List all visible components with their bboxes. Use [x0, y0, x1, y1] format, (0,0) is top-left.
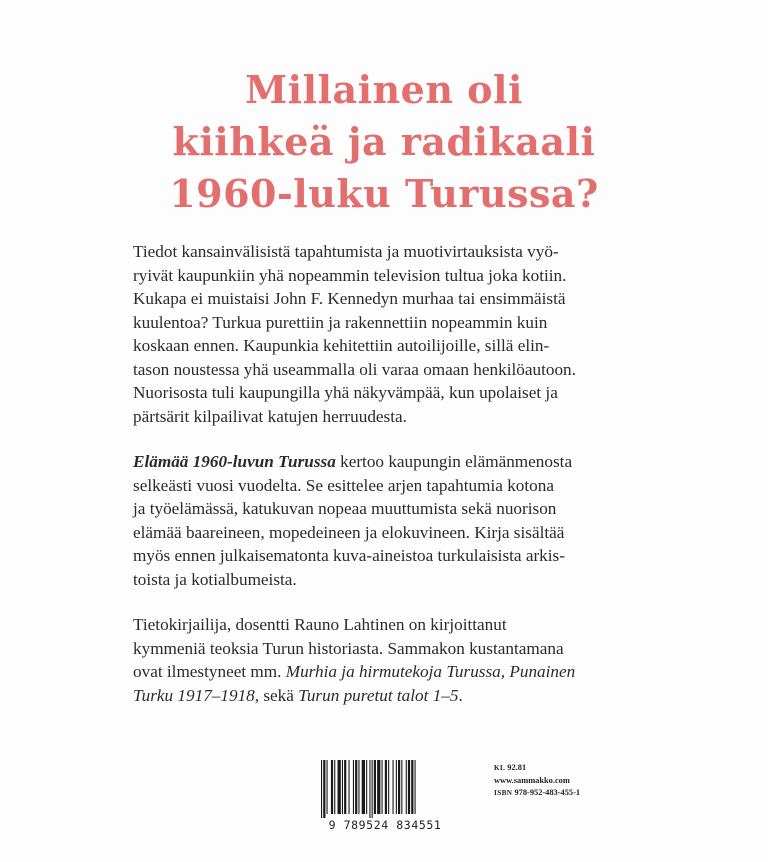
headline-line-2: kiihkeä ja radikaali — [172, 119, 596, 164]
blurb — [133, 240, 633, 729]
barcode-bar — [327, 760, 328, 814]
text-span: kertoo kaupungin elämänmenosta — [335, 452, 573, 471]
text-line: ja työelämässä, katukuvan nopeaa muuttumista sekä nuorison — [133, 499, 557, 518]
barcode-bar — [385, 760, 387, 814]
headline-line-3: 1960-luku Turussa? — [169, 171, 599, 216]
barcode-bar — [393, 760, 394, 814]
text-line: Nuorisosta tuli kaupungilla yhä näkyvämpää, kun upolaiset ja — [133, 383, 558, 402]
barcode-number: 9 789524 834551 — [328, 818, 442, 832]
barcode-bar — [323, 760, 325, 818]
text-line: ryivät kaupunkiin yhä nopeammin television tultua joka kotiin. — [133, 265, 567, 285]
isbn-barcode — [315, 758, 455, 832]
text-line — [133, 684, 633, 708]
barcode-bar — [331, 760, 333, 814]
text-span: , sekä — [254, 685, 299, 705]
text-line: myös ennen julkaisematonta kuva-aineistoa turkulaisista arkis- — [133, 546, 565, 565]
book-title-italic: Turku 1917–1918 — [133, 685, 255, 705]
isbn-label: ISBN — [494, 788, 513, 797]
kl-label: KL — [494, 764, 506, 772]
text-line: tason noustessa yhä useammalla oli varaa omaan henkilöautoon. — [133, 359, 576, 379]
barcode-bar — [388, 760, 389, 814]
text-line: Kukapa ei muistaisi John F. Kennedyn murhaa tai ensimmäistä — [133, 289, 566, 308]
text-span: . — [458, 685, 463, 705]
barcode-bar — [353, 760, 354, 814]
website-row: www.sammakko.com — [494, 775, 570, 785]
text-span: ovat ilmestyneet mm. — [133, 662, 286, 681]
barcode-bar — [408, 760, 410, 814]
barcode-bar — [396, 760, 397, 814]
publisher-info — [494, 762, 580, 799]
kl-value: 92.81 — [507, 763, 527, 772]
text-line: selkeästi vuosi vuodelta. Se esittelee arjen tapahtumia kotona — [133, 475, 554, 495]
text-line: Tietokirjailija, dosentti Rauno Lahtinen on kirjoittanut — [133, 615, 507, 634]
barcode-bars — [315, 758, 455, 818]
paragraph-author — [133, 613, 633, 707]
barcode-bar — [382, 760, 383, 814]
headline-line-1: Millainen oli — [245, 67, 523, 112]
book-title: Elämää 1960-luvun Turussa — [133, 452, 336, 471]
paragraph-intro — [133, 240, 633, 428]
barcode-bar — [377, 760, 380, 814]
text-line: kuulentoa? Turkua purettiin ja rakennettiin nopeammin kuin — [133, 312, 548, 332]
barcode-bar — [321, 760, 322, 818]
barcode-bar — [358, 760, 359, 814]
barcode-bar — [344, 760, 346, 814]
barcode-bar — [406, 760, 407, 814]
barcode-bar — [338, 760, 341, 814]
barcode-bar — [349, 760, 350, 814]
barcode-bar — [369, 760, 370, 818]
barcode-bar — [366, 760, 367, 814]
text-line: pärtsärit kilpailivat katujen herruudesta. — [133, 406, 407, 426]
text-line: kymmeniä teoksia Turun historiasta. Sammakon kustantamana — [133, 638, 564, 658]
barcode-bar — [342, 760, 343, 814]
paragraph-book — [133, 450, 633, 591]
barcode-bar — [398, 760, 400, 814]
text-line — [133, 660, 633, 684]
barcode-bar — [411, 760, 413, 814]
barcode-bar — [415, 760, 416, 814]
text-line: elämää baareineen, mopedeineen ja elokuvineen. Kirja sisältää — [133, 522, 565, 542]
book-title-italic: Murhia ja hirmutekoja Turussa, Punainen — [285, 662, 576, 681]
isbn-value: 978-952-483-455-1 — [514, 787, 581, 797]
barcode-bar — [362, 760, 365, 814]
text-line: koskaan ennen. Kaupunkia kehitettiin autoilijoille, sillä elin- — [133, 336, 550, 355]
text-line: Tiedot kansainvälisistä tapahtumista ja muotivirtauksista vyö- — [133, 242, 559, 261]
barcode-bar — [372, 760, 373, 818]
barcode-bar — [334, 760, 335, 814]
barcode-bar — [401, 760, 402, 814]
barcode-bar — [374, 760, 376, 814]
text-line — [133, 450, 633, 474]
text-line: toista ja kotialbumeista. — [133, 569, 297, 589]
headline — [0, 64, 768, 220]
isbn-row — [494, 787, 580, 800]
book-title-italic: Turun puretut talot 1–5 — [298, 685, 459, 705]
barcode-bar — [355, 760, 357, 814]
kl-row — [494, 762, 580, 775]
